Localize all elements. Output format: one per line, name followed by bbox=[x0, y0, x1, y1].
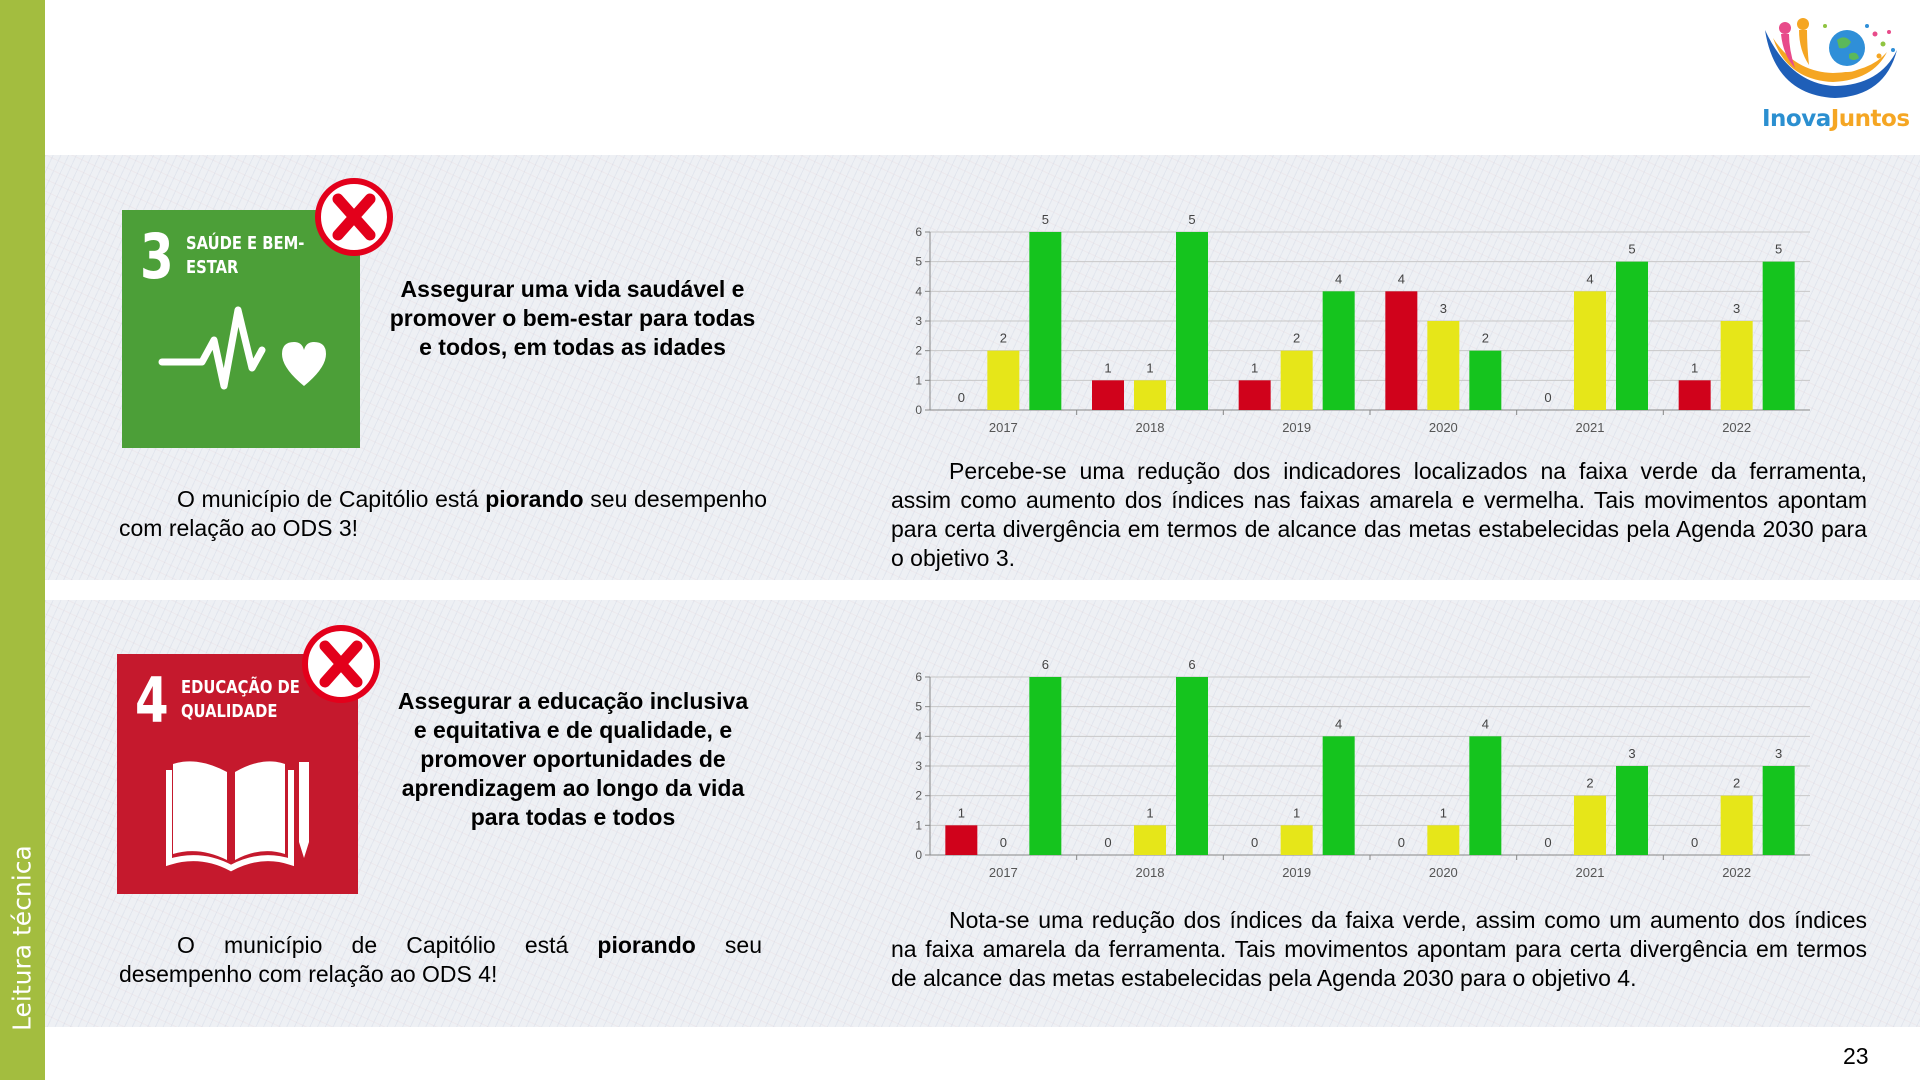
data-label: 0 bbox=[1104, 835, 1112, 850]
y-tick-label: 4 bbox=[915, 729, 922, 744]
bar bbox=[1721, 796, 1753, 855]
data-label: 5 bbox=[1188, 212, 1196, 227]
bar bbox=[1616, 262, 1648, 410]
sidebar-label: Leitura técnica bbox=[7, 845, 37, 1031]
ods3-status: O município de Capitólio está piorando seu desempenho com relação ao ODS 3! bbox=[119, 486, 768, 541]
y-tick-label: 6 bbox=[915, 225, 922, 239]
bar bbox=[1574, 291, 1606, 410]
y-tick-label: 2 bbox=[915, 788, 922, 803]
y-tick-label: 3 bbox=[915, 759, 922, 773]
y-tick-label: 0 bbox=[915, 848, 922, 862]
x-tick-label: 2018 bbox=[1135, 865, 1165, 880]
worsening-x-icon bbox=[314, 177, 394, 257]
sdg4-number: 4 bbox=[135, 664, 169, 737]
x-tick-label: 2021 bbox=[1575, 420, 1605, 435]
heartbeat-icon bbox=[122, 290, 360, 440]
data-label: 0 bbox=[999, 835, 1007, 850]
data-label: 4 bbox=[1397, 271, 1405, 287]
bar bbox=[1427, 825, 1459, 855]
y-tick-label: 3 bbox=[915, 314, 922, 328]
x-tick-label: 2020 bbox=[1428, 865, 1458, 880]
y-tick-label: 0 bbox=[915, 403, 922, 417]
bar bbox=[945, 825, 977, 855]
bar bbox=[1385, 291, 1417, 410]
x-tick-label: 2022 bbox=[1722, 865, 1752, 880]
bar bbox=[1469, 736, 1501, 855]
x-tick-label: 2019 bbox=[1282, 420, 1312, 435]
data-label: 2 bbox=[1733, 775, 1741, 791]
bar bbox=[1469, 351, 1501, 410]
x-tick-label: 2020 bbox=[1428, 420, 1458, 435]
sdg4-title: EDUCAÇÃO DE QUALIDADE bbox=[181, 677, 300, 722]
worsening-x-icon bbox=[301, 624, 381, 704]
bar bbox=[1239, 380, 1271, 410]
data-label: 1 bbox=[1104, 360, 1112, 376]
data-label: 1 bbox=[1146, 360, 1154, 376]
ods4-status: O município de Capitólio está piorando seu desempenho com relação ao ODS 4! bbox=[119, 932, 763, 987]
data-label: 5 bbox=[1041, 212, 1049, 227]
bar bbox=[1281, 351, 1313, 410]
x-tick-label: 2021 bbox=[1575, 865, 1605, 880]
data-label: 1 bbox=[1251, 360, 1259, 376]
data-label: 0 bbox=[1544, 835, 1552, 850]
ods3-bar-chart bbox=[900, 200, 1820, 440]
y-tick-label: 1 bbox=[915, 818, 922, 833]
x-tick-label: 2017 bbox=[988, 420, 1018, 435]
ods3-analysis: Percebe-se uma redução dos indicadores localizados na faixa verde da ferramenta, assim como aumento dos índices nas faixas amarela e vermelha. Tais movimentos apontam para certa divergência em termos de alcance das metas estabelecidas pela Agenda 2030 para o objetivo 3. bbox=[891, 458, 1867, 571]
bar bbox=[1679, 380, 1711, 410]
data-label: 2 bbox=[1481, 330, 1489, 346]
data-label: 2 bbox=[999, 330, 1007, 346]
data-label: 2 bbox=[1586, 775, 1594, 791]
x-tick-label: 2022 bbox=[1722, 420, 1752, 435]
data-label: 0 bbox=[957, 390, 965, 405]
x-tick-label: 2019 bbox=[1282, 865, 1312, 880]
bar bbox=[1763, 766, 1795, 855]
bar bbox=[1134, 825, 1166, 855]
y-tick-label: 2 bbox=[915, 343, 922, 358]
bar bbox=[1616, 766, 1648, 855]
data-label: 3 bbox=[1439, 301, 1447, 316]
bar bbox=[1323, 736, 1355, 855]
data-label: 6 bbox=[1188, 657, 1196, 672]
bar bbox=[1029, 677, 1061, 855]
data-label: 4 bbox=[1335, 716, 1343, 732]
bar bbox=[987, 351, 1019, 410]
data-label: 0 bbox=[1397, 835, 1405, 850]
data-label: 4 bbox=[1335, 271, 1343, 287]
bar bbox=[1763, 262, 1795, 410]
data-label: 3 bbox=[1628, 746, 1636, 761]
data-label: 3 bbox=[1775, 746, 1783, 761]
y-tick-label: 5 bbox=[915, 699, 922, 714]
data-label: 1 bbox=[1439, 805, 1447, 821]
page-number: 23 bbox=[1843, 1043, 1869, 1069]
ods3-goal: Assegurar uma vida saudável e promover o bem-estar para todas e todos, em todas as idades bbox=[389, 276, 756, 360]
ods4-goal: Assegurar a educação inclusiva e equitativa e de qualidade, e promover oportunidades de aprendizagem ao longo da vida para todas e todos bbox=[397, 688, 749, 830]
book-pencil-icon bbox=[117, 734, 355, 884]
bar bbox=[1176, 232, 1208, 410]
bar bbox=[1029, 232, 1061, 410]
y-tick-label: 6 bbox=[915, 670, 922, 684]
bar bbox=[1323, 291, 1355, 410]
data-label: 2 bbox=[1293, 330, 1301, 346]
data-label: 0 bbox=[1691, 835, 1699, 850]
sdg3-number: 3 bbox=[140, 220, 174, 293]
bar bbox=[1176, 677, 1208, 855]
x-tick-label: 2017 bbox=[988, 865, 1018, 880]
x-tick-label: 2018 bbox=[1135, 420, 1165, 435]
y-tick-label: 5 bbox=[915, 254, 922, 269]
data-label: 1 bbox=[957, 805, 965, 821]
sidebar bbox=[0, 0, 45, 1080]
bar bbox=[1574, 796, 1606, 855]
sdg3-title: SAÚDE E BEM-ESTAR bbox=[186, 233, 305, 278]
data-label: 3 bbox=[1733, 301, 1741, 316]
bar bbox=[1721, 321, 1753, 410]
bar bbox=[1281, 825, 1313, 855]
y-tick-label: 1 bbox=[915, 373, 922, 388]
ods4-bar-chart bbox=[900, 645, 1820, 885]
data-label: 5 bbox=[1628, 241, 1636, 257]
bar bbox=[1134, 380, 1166, 410]
logo-text: InovaJuntos bbox=[1762, 106, 1910, 132]
bar bbox=[1092, 380, 1124, 410]
data-label: 6 bbox=[1041, 657, 1049, 672]
ods4-analysis: Nota-se uma redução dos índices da faixa verde, assim como um aumento dos índices na faixa amarela da ferramenta. Tais movimentos apontam para certa divergência em termos de alcance das metas estabelecidas pela Agenda 2030 para o objetivo 4. bbox=[891, 907, 1867, 991]
data-label: 4 bbox=[1481, 716, 1489, 732]
data-label: 0 bbox=[1251, 835, 1259, 850]
data-label: 5 bbox=[1775, 241, 1783, 257]
data-label: 0 bbox=[1544, 390, 1552, 405]
y-tick-label: 4 bbox=[915, 284, 922, 299]
data-label: 1 bbox=[1293, 805, 1301, 821]
bar bbox=[1427, 321, 1459, 410]
data-label: 1 bbox=[1146, 805, 1154, 821]
data-label: 1 bbox=[1691, 360, 1699, 376]
data-label: 4 bbox=[1586, 271, 1594, 287]
